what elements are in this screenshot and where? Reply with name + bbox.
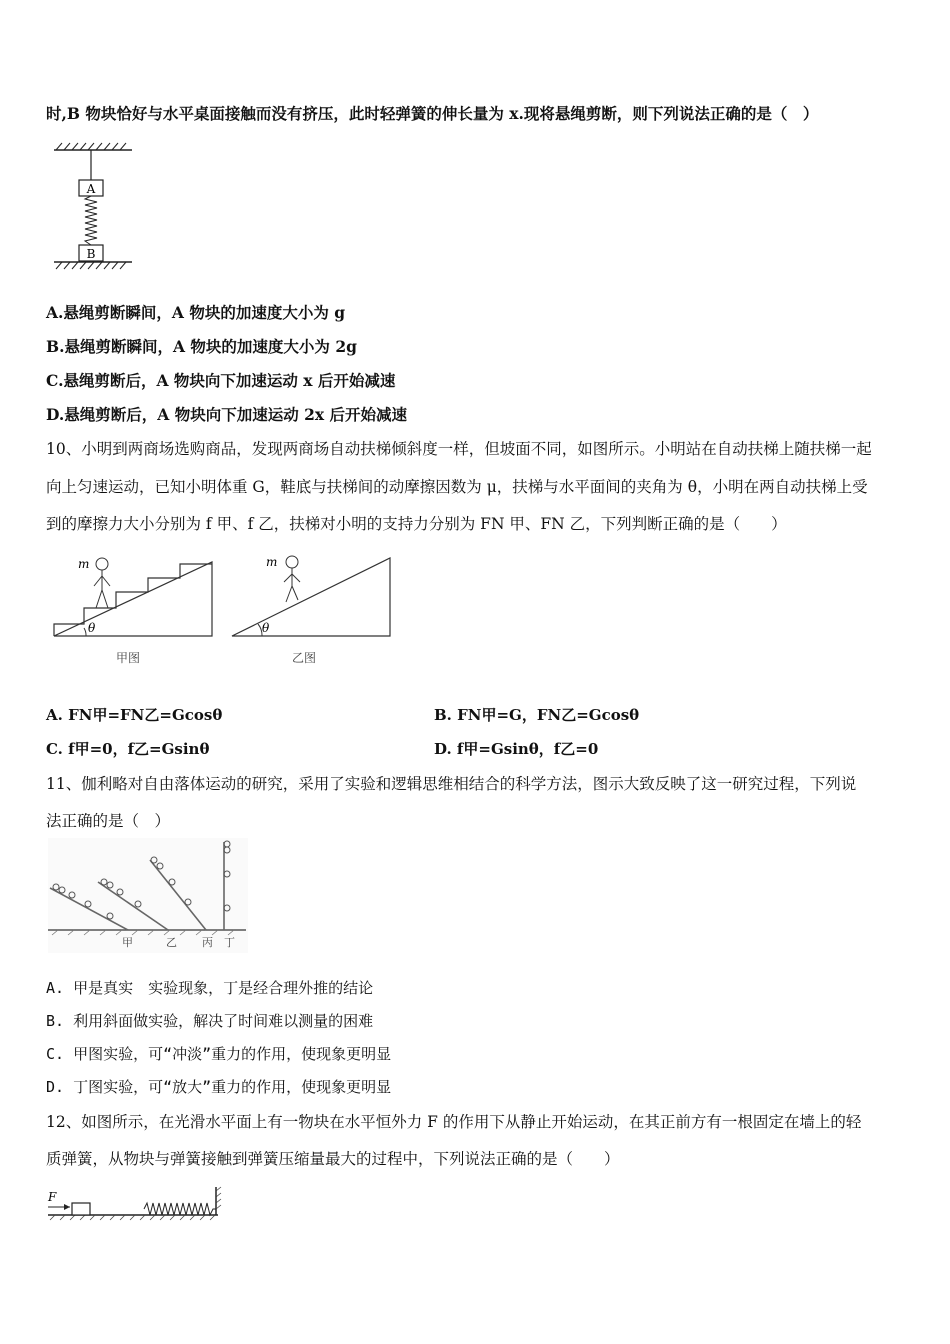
left-caption: 甲图: [116, 651, 141, 665]
q11-stem-line-2: 法正确的是（ ）: [46, 812, 171, 830]
left-angle-label: θ: [88, 621, 96, 635]
force-label: F: [48, 1190, 57, 1204]
q9-option-c: C.悬绳剪断后，A 物块向下加速运动 x 后开始减速: [46, 371, 396, 390]
q11-option-b: B. 利用斜面做实验，解决了时间难以测量的困难: [46, 1012, 374, 1030]
label-yi: 乙: [166, 936, 177, 949]
right-caption: 乙图: [292, 651, 317, 665]
q10-stem-line-3: 到的摩擦力大小分别为 f 甲、f 乙，扶梯对小明的支持力分别为 FN 甲、FN 乙，下列判断正确的是（ ）: [46, 515, 787, 533]
q10-option-d: D. f甲=Gsinθ，f乙=0: [434, 740, 599, 758]
q9-option-d: D.悬绳剪断后，A 物块向下加速运动 2x 后开始减速: [46, 405, 408, 424]
label-jia: 甲: [122, 936, 133, 949]
label-bing: 丙: [202, 936, 213, 949]
right-mass-label: m: [266, 555, 278, 569]
left-mass-label: m: [78, 557, 90, 571]
q11-option-c: C. 甲图实验，可“冲淡”重力的作用，使现象更明显: [46, 1045, 392, 1063]
q10-option-b: B. FN甲=G，FN乙=Gcosθ: [434, 706, 640, 724]
q11-option-a: A. 甲是真实 实验现象，丁是经合理外推的结论: [46, 979, 374, 997]
label-a: A: [86, 182, 96, 196]
q9-spring-figure: [50, 140, 140, 272]
q9-option-a: A.悬绳剪断瞬间，A 物块的加速度大小为 g: [46, 303, 346, 322]
q10-option-c: C. f甲=0，f乙=Gsinθ: [46, 740, 210, 758]
q10-option-a: A. FN甲=FN乙=Gcosθ: [46, 706, 223, 724]
q11-stem-line-1: 11、伽利略对自由落体运动的研究，采用了实验和逻辑思维相结合的科学方法，图示大致反映了这一研究过程，下列说: [46, 775, 857, 793]
right-angle-label: θ: [262, 621, 270, 635]
q9-stem-tail: 时,B 物块恰好与水平桌面接触而没有挤压，此时轻弹簧的伸长量为 x.现将悬绳剪断，则下列说法正确的是（ ）: [46, 104, 819, 123]
label-b: B: [86, 247, 96, 261]
q9-option-b: B.悬绳剪断瞬间，A 物块的加速度大小为 2g: [46, 337, 357, 356]
q10-stem-line-1: 10、小明到两商场选购商品，发现两商场自动扶梯倾斜度一样，但坡面不同，如图所示。小明站在自动扶梯上随扶梯一起: [46, 440, 872, 458]
q11-galileo-figure: [48, 838, 248, 953]
q10-escalator-figure: [50, 550, 400, 670]
q11-option-d: D. 丁图实验，可“放大”重力的作用，使现象更明显: [46, 1078, 392, 1096]
q12-spring-wall-figure: [46, 1185, 226, 1225]
q12-stem-line-1: 12、如图所示，在光滑水平面上有一物块在水平恒外力 F 的作用下从静止开始运动，在其正前方有一根固定在墙上的轻: [46, 1113, 862, 1131]
q12-stem-line-2: 质弹簧，从物块与弹簧接触到弹簧压缩量最大的过程中，下列说法正确的是（ ）: [46, 1150, 620, 1168]
label-ding: 丁: [224, 936, 235, 949]
q10-stem-line-2: 向上匀速运动，已知小明体重 G，鞋底与扶梯间的动摩擦因数为 μ，扶梯与水平面间的夹角为 θ，小明在两自动扶梯上受: [46, 478, 868, 496]
